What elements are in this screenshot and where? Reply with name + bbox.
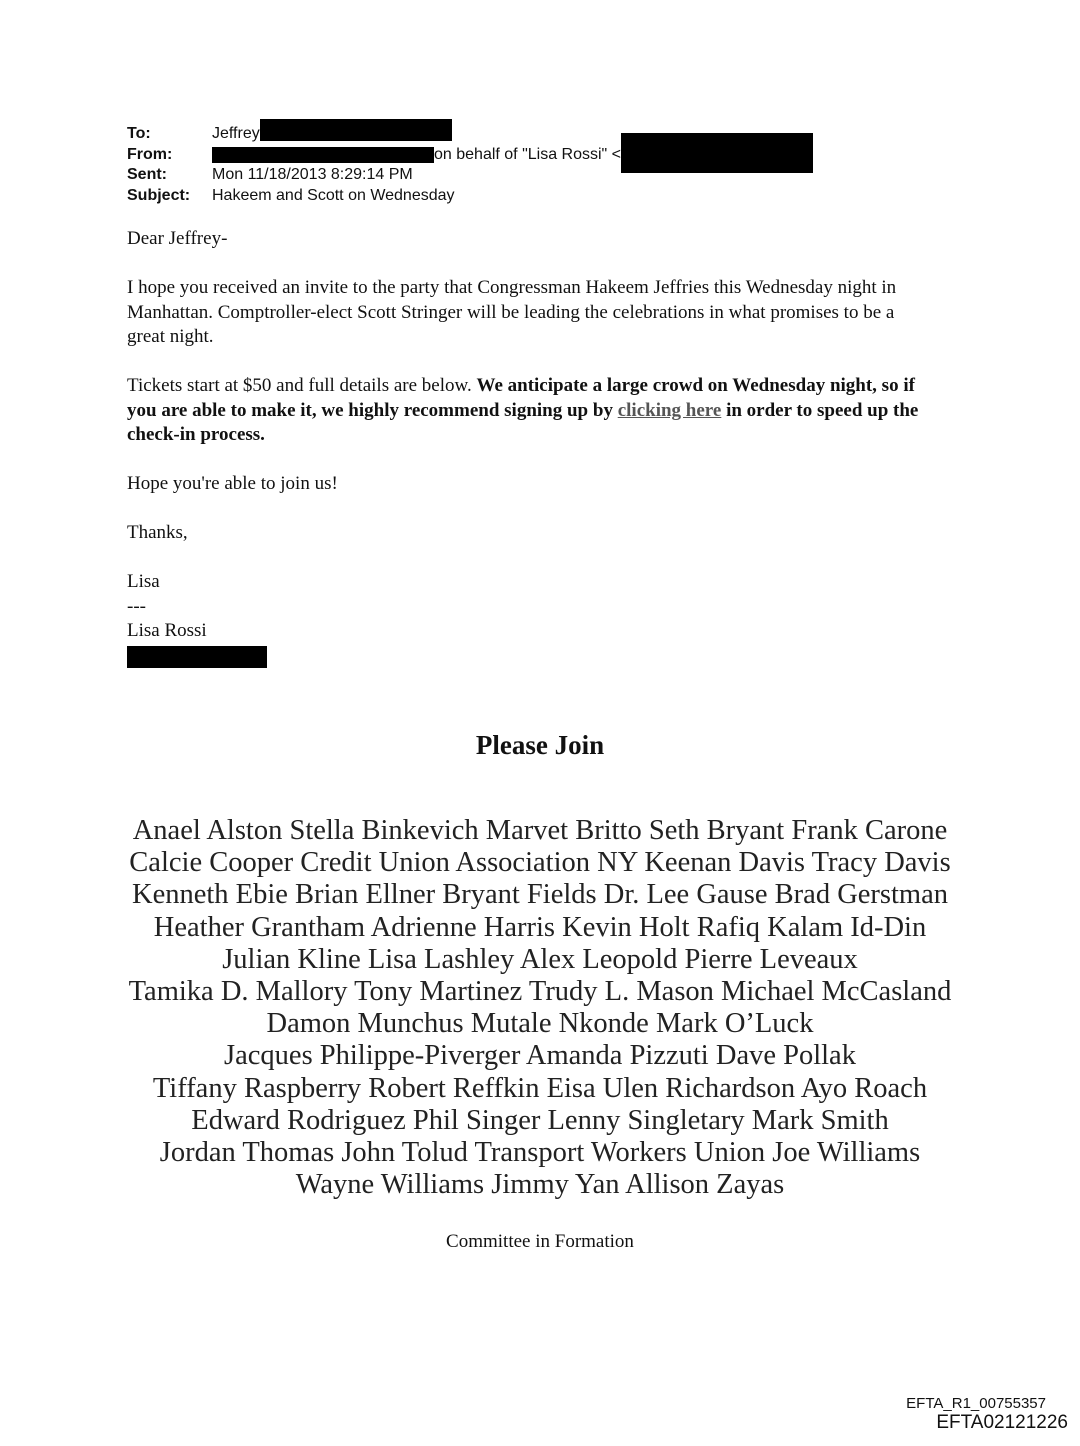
host-name: Rafiq Kalam Id-Din (696, 911, 927, 943)
host-name: Brian Ellner (295, 879, 436, 911)
host-name: Bryant Fields (442, 879, 597, 911)
host-name: Heather Grantham (153, 911, 366, 943)
host-name: Wayne Williams (295, 1169, 485, 1201)
host-name: Michael McCasland (721, 976, 952, 1008)
host-name: Eisa Ulen Richardson (546, 1072, 796, 1104)
host-name: Credit Union Association NY (300, 847, 638, 879)
host-name: Kevin Holt (562, 911, 690, 943)
host-name: Stella Binkevich (289, 815, 479, 846)
host-name: Calcie Cooper (129, 847, 294, 879)
committee-in-formation: Committee in Formation (446, 1231, 634, 1252)
host-name: Julian Kline (222, 943, 361, 975)
tickets-bold-text-end: in order to speed up the check-in process. (127, 399, 919, 445)
paragraph-invite: I hope you received an invite to the party that Congressman Hakeem Jeffries this Wednesday night in Manhattan. Comptroller-elect Scott Stringer will be leading the celebrations in what promises to be a great night. (127, 277, 897, 347)
host-name: Ayo Roach (800, 1072, 928, 1104)
redaction-box (621, 133, 813, 173)
paragraph-join: Hope you're able to join us! (127, 473, 338, 494)
host-name: Trudy L. Mason (528, 976, 714, 1008)
host-name: Keenan Davis (644, 847, 805, 879)
host-name: Marvet Britto (485, 815, 642, 846)
host-name: Frank Carone (791, 815, 948, 846)
host-name: Jimmy Yan (491, 1169, 620, 1201)
host-name: Jacques Philippe-Piverger (224, 1040, 521, 1072)
redaction-box (260, 119, 452, 141)
host-name: Mark Smith (751, 1104, 889, 1136)
email-body (127, 227, 927, 668)
host-committee-names (125, 815, 955, 1201)
host-name: Mutale Nkonde (470, 1008, 649, 1040)
bates-number-2: EFTA02121226 (936, 1412, 1068, 1433)
clicking-here-link[interactable]: clicking here (617, 399, 722, 421)
signature-separator: --- (127, 595, 146, 617)
signature-name: Lisa (127, 571, 160, 592)
host-name: Robert Reffkin (368, 1072, 540, 1104)
redaction-box (212, 147, 434, 163)
to-label: To: (127, 125, 151, 142)
host-name: Transport Workers Union (474, 1137, 766, 1169)
host-name: Dr. Lee Gause (603, 879, 768, 911)
host-name: Jordan Thomas (159, 1137, 335, 1169)
host-name: Pierre Leveaux (684, 943, 858, 975)
host-name: Alex Leopold (519, 943, 678, 975)
host-name: Tamika D. Mallory (128, 976, 348, 1008)
host-name: Amanda Pizzuti (525, 1040, 709, 1072)
names-block (125, 815, 955, 1040)
host-name: Dave Pollak (715, 1040, 856, 1072)
sent-label: Sent: (127, 166, 167, 183)
bates-number-1: EFTA_R1_00755357 (906, 1395, 1046, 1412)
host-name: Tony Martinez (354, 976, 523, 1008)
greeting: Dear Jeffrey- (127, 228, 228, 249)
host-name: Edward Rodriguez (191, 1104, 406, 1136)
host-name: Brad Gerstman (774, 879, 948, 911)
host-name: Anael Alston (132, 815, 283, 846)
sent-value: Mon 11/18/2013 8:29:14 PM (212, 166, 413, 183)
host-name: Seth Bryant (648, 815, 785, 846)
redaction-box (127, 646, 267, 668)
host-name: Tracy Davis (811, 847, 951, 879)
from-value: on behalf of "Lisa Rossi" < (434, 145, 622, 163)
subject-label: Subject: (127, 186, 191, 204)
signature-full-name: Lisa Rossi (127, 620, 207, 641)
host-name: Damon Munchus (266, 1008, 464, 1040)
thanks-text: Thanks, (127, 522, 188, 543)
host-name: Adrienne Harris (370, 911, 555, 943)
host-name: Tiffany Raspberry (152, 1072, 362, 1104)
paragraph-tickets (127, 374, 927, 448)
subject-value: Hakeem and Scott on Wednesday (212, 186, 455, 204)
to-value: Jeffrey (212, 125, 260, 142)
host-name: Lenny Singletary (547, 1104, 745, 1136)
host-name: Allison Zayas (625, 1169, 785, 1201)
host-name: Mark O’Luck (655, 1008, 814, 1040)
from-label: From: (127, 145, 173, 163)
host-name: Joe Williams (772, 1137, 921, 1169)
host-name: Kenneth Ebie (131, 879, 288, 911)
host-name: John Tolud (341, 1137, 468, 1169)
names-block (125, 1040, 955, 1201)
host-name: Phil Singer (412, 1104, 541, 1136)
tickets-bold-text: We anticipate a large crowd on Wednesday night, so if you are able to make it, we highly recommend signing up by (127, 375, 915, 421)
please-join-heading: Please Join (475, 730, 605, 760)
host-name: Lisa Lashley (367, 943, 515, 975)
tickets-text: Tickets start at $50 and full details are below. (127, 375, 477, 396)
